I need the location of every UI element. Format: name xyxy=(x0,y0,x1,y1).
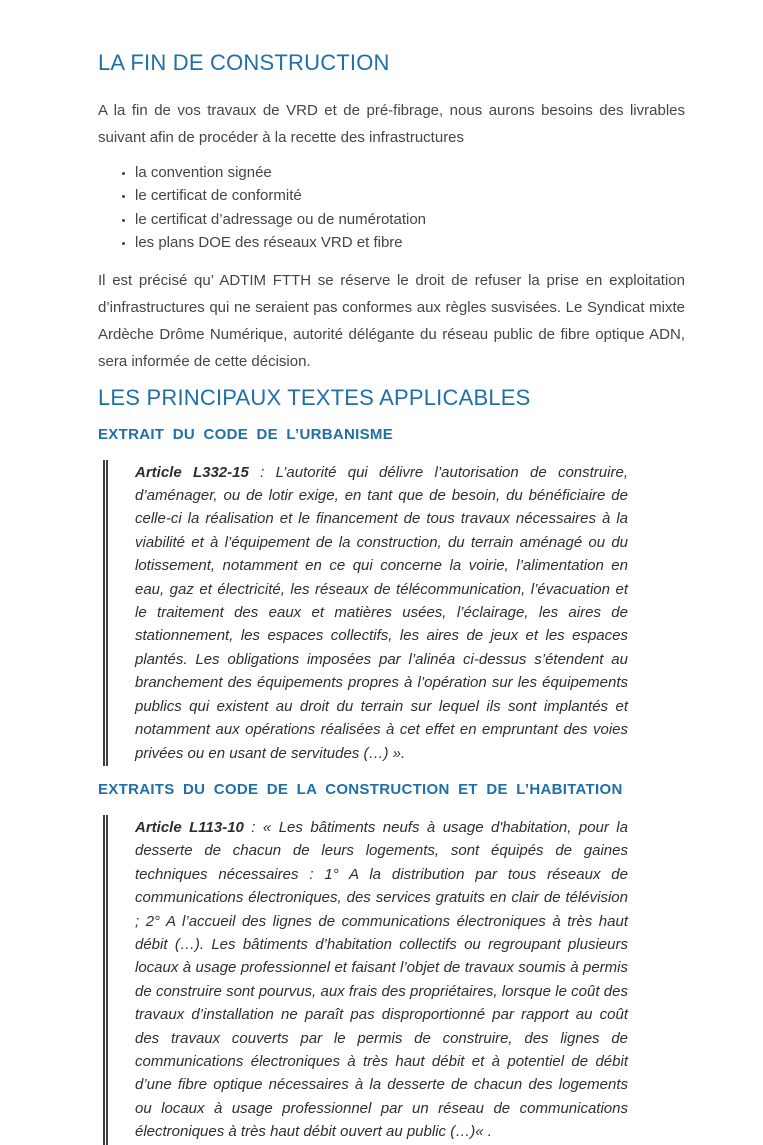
list-item: • les plans DOE des réseaux VRD et fibre xyxy=(135,231,685,254)
article-text: « Les bâtiments neufs à usage d'habitation, pour la desserte de chacun de leurs logements, sont équipés de gaines techniques nécessaires : 1° A la distribution par tous réseaux de communications électroniques, des services gratuits en clair de télévision ; 2° A l’accueil des lignes de communications électroniques à très haut débit (…). Les bâtiments d’habitation collectifs ou regroupant plusieurs locaux à usage professionnel et faisant l’objet de travaux soumis à permis de construire sont pourvus, aux frais des propriétaires, lorsque le coût des travaux d’installation ne paraît pas disproportionné par rapport au coût des travaux couverts par le permis de construire, des lignes de communications électroniques à très haut débit et à potentiel de débit d’une fibre optique nécessaires à la desserte de chacun des logements ou locaux à usage professionnel par un réseau de communications électroniques à très haut débit ouvert au public (…)« . xyxy=(135,818,628,1141)
subsection-heading-habitation: EXTRAITS DU CODE DE LA CONSTRUCTION ET DE L’HABITATION xyxy=(98,780,623,798)
page-title-textes-applicables: LES PRINCIPAUX TEXTES APPLICABLES xyxy=(98,384,531,410)
deliverables-list xyxy=(98,161,685,255)
list-item: • la convention signée xyxy=(135,161,685,184)
quote-urbanisme xyxy=(103,460,628,766)
list-item: • le certificat de conformité xyxy=(135,184,685,207)
quote-habitation xyxy=(103,815,628,1145)
note-paragraph: Il est précisé qu’ ADTIM FTTH se réserve le droit de refuser la prise en exploitation d’infrastructures qui ne seraient pas conformes aux règles susvisées. Le Syndicat mixte Ardèche Drôme Numérique, autorité délégante du réseau public de fibre optique ADN, sera informée de cette décision. xyxy=(98,271,685,370)
article-ref: Article L332-15 xyxy=(135,463,249,481)
list-item: • le certificat d’adressage ou de numérotation xyxy=(135,208,685,231)
intro-paragraph: A la fin de vos travaux de VRD et de pré-fibrage, nous aurons besoins des livrables suivant afin de procéder à la recette des infrastructures xyxy=(98,102,685,146)
article-text: L’autorité qui délivre l’autorisation de construire, d’aménager, ou de lotir exige, en tant que de besoin, du bénéficiaire de celle-ci la réalisation et le financement de tous travaux nécessaires à la viabilité et à l’équipement de la construction, du terrain aménagé ou du lotissement, notamment en ce qui concerne la voirie, l’alimentation en eau, gaz et électricité, les réseaux de télécommunication, l’évacuation et le traitement des eaux et matières usées, l’éclairage, les aires de stationnement, les espaces collectifs, les aires de jeux et les espaces plantés. Les obligations imposées par l’alinéa ci-dessus s’étendent au branchement des équipements propres à l’opération sur les équipements publics qui existent au droit du terrain sur lequel ils sont implantés et notamment aux opérations réalisées à cet effet en empruntant des voies privées ou en usant de servitudes (…) ». xyxy=(135,463,628,762)
article-ref: Article L113-10 xyxy=(135,818,244,836)
article-separator: : xyxy=(243,818,263,836)
page-title-fin-construction: LA FIN DE CONSTRUCTION xyxy=(98,50,390,75)
article-separator: : xyxy=(248,463,276,481)
subsection-heading-urbanisme: EXTRAIT DU CODE DE L’URBANISME xyxy=(98,425,394,443)
